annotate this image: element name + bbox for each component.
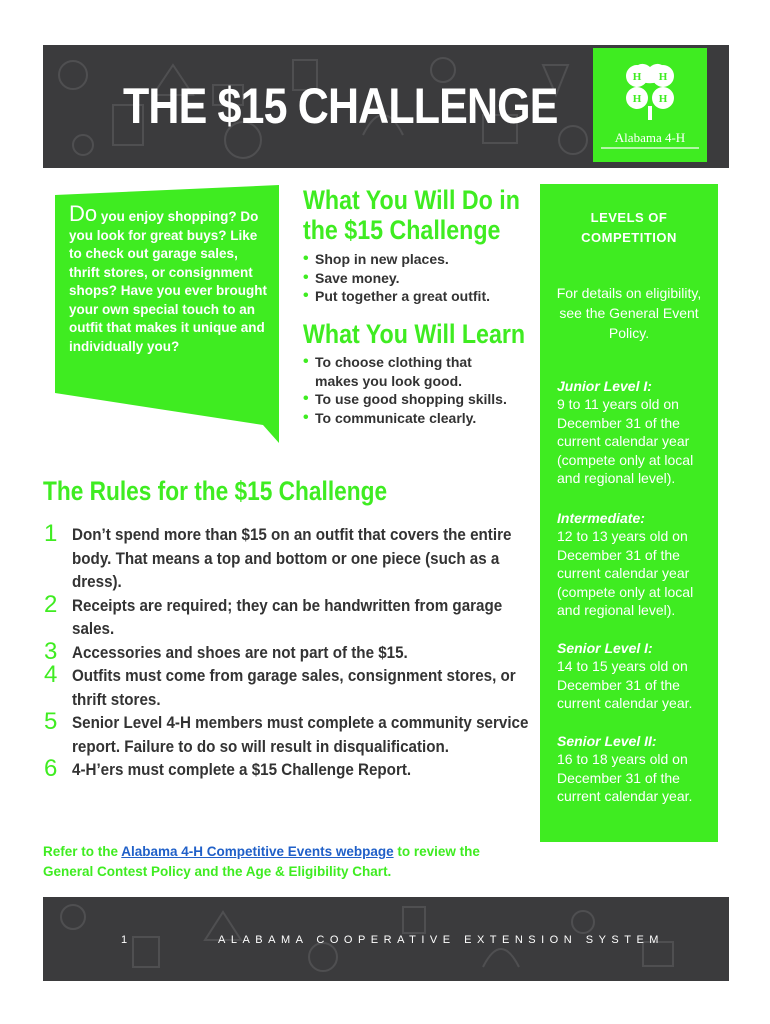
- rule-text: Senior Level 4-H members must complete a community service report. Failure to do so will result in disqualification.: [72, 714, 529, 756]
- refer-before: Refer to the: [43, 844, 122, 859]
- intro-body: you enjoy shopping? Do you look for great buys? Like to check out garage sales, thrift stores, or consignment shops? Have you ever brought your own special touch to an outfit that makes it unique and individually you?: [69, 209, 268, 354]
- rule-text: Receipts are required; they can be handwritten from garage sales.: [72, 596, 503, 638]
- competitive-events-link[interactable]: Alabama 4-H Competitive Events webpage: [121, 844, 394, 859]
- page-title: THE $15 CHALLENGE: [123, 78, 558, 134]
- level-desc: 9 to 11 years old on December 31 of the current calendar year (compete only at local and regional level).: [557, 396, 694, 486]
- do-title-line2: the $15 Challenge: [303, 215, 501, 245]
- do-section-heading: [303, 185, 555, 245]
- rule-number: 1: [44, 520, 58, 547]
- level-junior-1: [557, 377, 715, 488]
- level-senior-2: [557, 732, 715, 806]
- level-desc: 16 to 18 years old on December 31 of the current calendar year.: [557, 751, 693, 804]
- levels-title: [540, 208, 718, 248]
- level-intermediate: [557, 509, 715, 620]
- rule-text: 4-H’ers must complete a $15 Challenge Report.: [72, 761, 412, 779]
- level-name: Senior Level II:: [557, 733, 657, 749]
- rule-text: Accessories and shoes are not part of the $15.: [72, 643, 408, 662]
- level-name: Senior Level I:: [557, 640, 653, 656]
- levels-title-line2: COMPETITION: [581, 230, 677, 245]
- svg-text:H: H: [658, 93, 668, 105]
- refer-paragraph: [43, 842, 533, 882]
- do-list: [303, 250, 523, 306]
- rule-item: [44, 755, 524, 783]
- learn-title: What You Will Learn: [303, 319, 526, 349]
- rule-number: 2: [44, 590, 58, 618]
- svg-text:H: H: [632, 93, 642, 105]
- svg-text:H: H: [632, 71, 642, 83]
- rule-text: Outfits must come from garage sales, consignment stores, or thrift stores.: [72, 667, 516, 709]
- rule-number: 4: [44, 661, 58, 688]
- logo-text: Alabama 4-H: [614, 130, 686, 145]
- learn-section-heading: [303, 319, 561, 349]
- page-number: 1: [121, 934, 128, 946]
- level-desc: 14 to 15 years old on December 31 of the current calendar year.: [557, 658, 693, 711]
- header-band: [43, 45, 729, 168]
- alabama-4h-logo: [593, 48, 707, 162]
- levels-title-line1: LEVELS OF: [590, 210, 668, 225]
- refer-after: to review the General Contest Policy and the Age & Eligibility Chart.: [43, 844, 480, 879]
- intro-lead-word: Do: [69, 201, 98, 226]
- level-name: Intermediate:: [557, 510, 645, 526]
- list-item: • To choose clothing that makes you look good.: [303, 353, 513, 390]
- rules-title: The Rules for the $15 Challenge: [43, 476, 388, 506]
- list-item: • To communicate clearly.: [303, 409, 513, 428]
- rule-item: [44, 520, 524, 595]
- intro-panel: [55, 185, 279, 443]
- rule-item: [44, 637, 524, 666]
- svg-text:H: H: [658, 71, 668, 83]
- levels-intro: For details on eligibility, see the General Event Policy.: [556, 285, 702, 341]
- rule-number: 5: [44, 708, 58, 735]
- intro-text: [69, 201, 269, 356]
- level-desc: 12 to 13 years old on December 31 of the current calendar year (compete only at local and regional level).: [557, 528, 694, 618]
- footer-organization: ALABAMA COOPERATIVE EXTENSION SYSTEM: [218, 934, 664, 946]
- level-name: Junior Level I:: [557, 378, 652, 394]
- rule-item: [44, 661, 524, 712]
- logo-underline: [601, 147, 699, 149]
- do-title-line1: What You Will Do in: [303, 185, 520, 215]
- rule-item: [44, 708, 529, 759]
- list-item: • Put together a great outfit.: [303, 287, 523, 306]
- list-item: • Shop in new places.: [303, 250, 523, 269]
- rule-text: Don’t spend more than $15 on an outfit that covers the entire body. That means a top and bottom or one piece (such as a dress).: [72, 526, 512, 591]
- levels-panel: [540, 184, 718, 842]
- rule-number: 3: [44, 637, 58, 665]
- clover-icon: [622, 60, 678, 120]
- rule-number: 6: [44, 755, 58, 782]
- list-item: • To use good shopping skills.: [303, 390, 513, 409]
- rules-list: [44, 520, 529, 783]
- footer-band: [43, 897, 729, 981]
- level-senior-1: [557, 639, 715, 713]
- list-item: • Save money.: [303, 269, 523, 288]
- rule-item: [44, 590, 524, 642]
- learn-list: [303, 353, 513, 427]
